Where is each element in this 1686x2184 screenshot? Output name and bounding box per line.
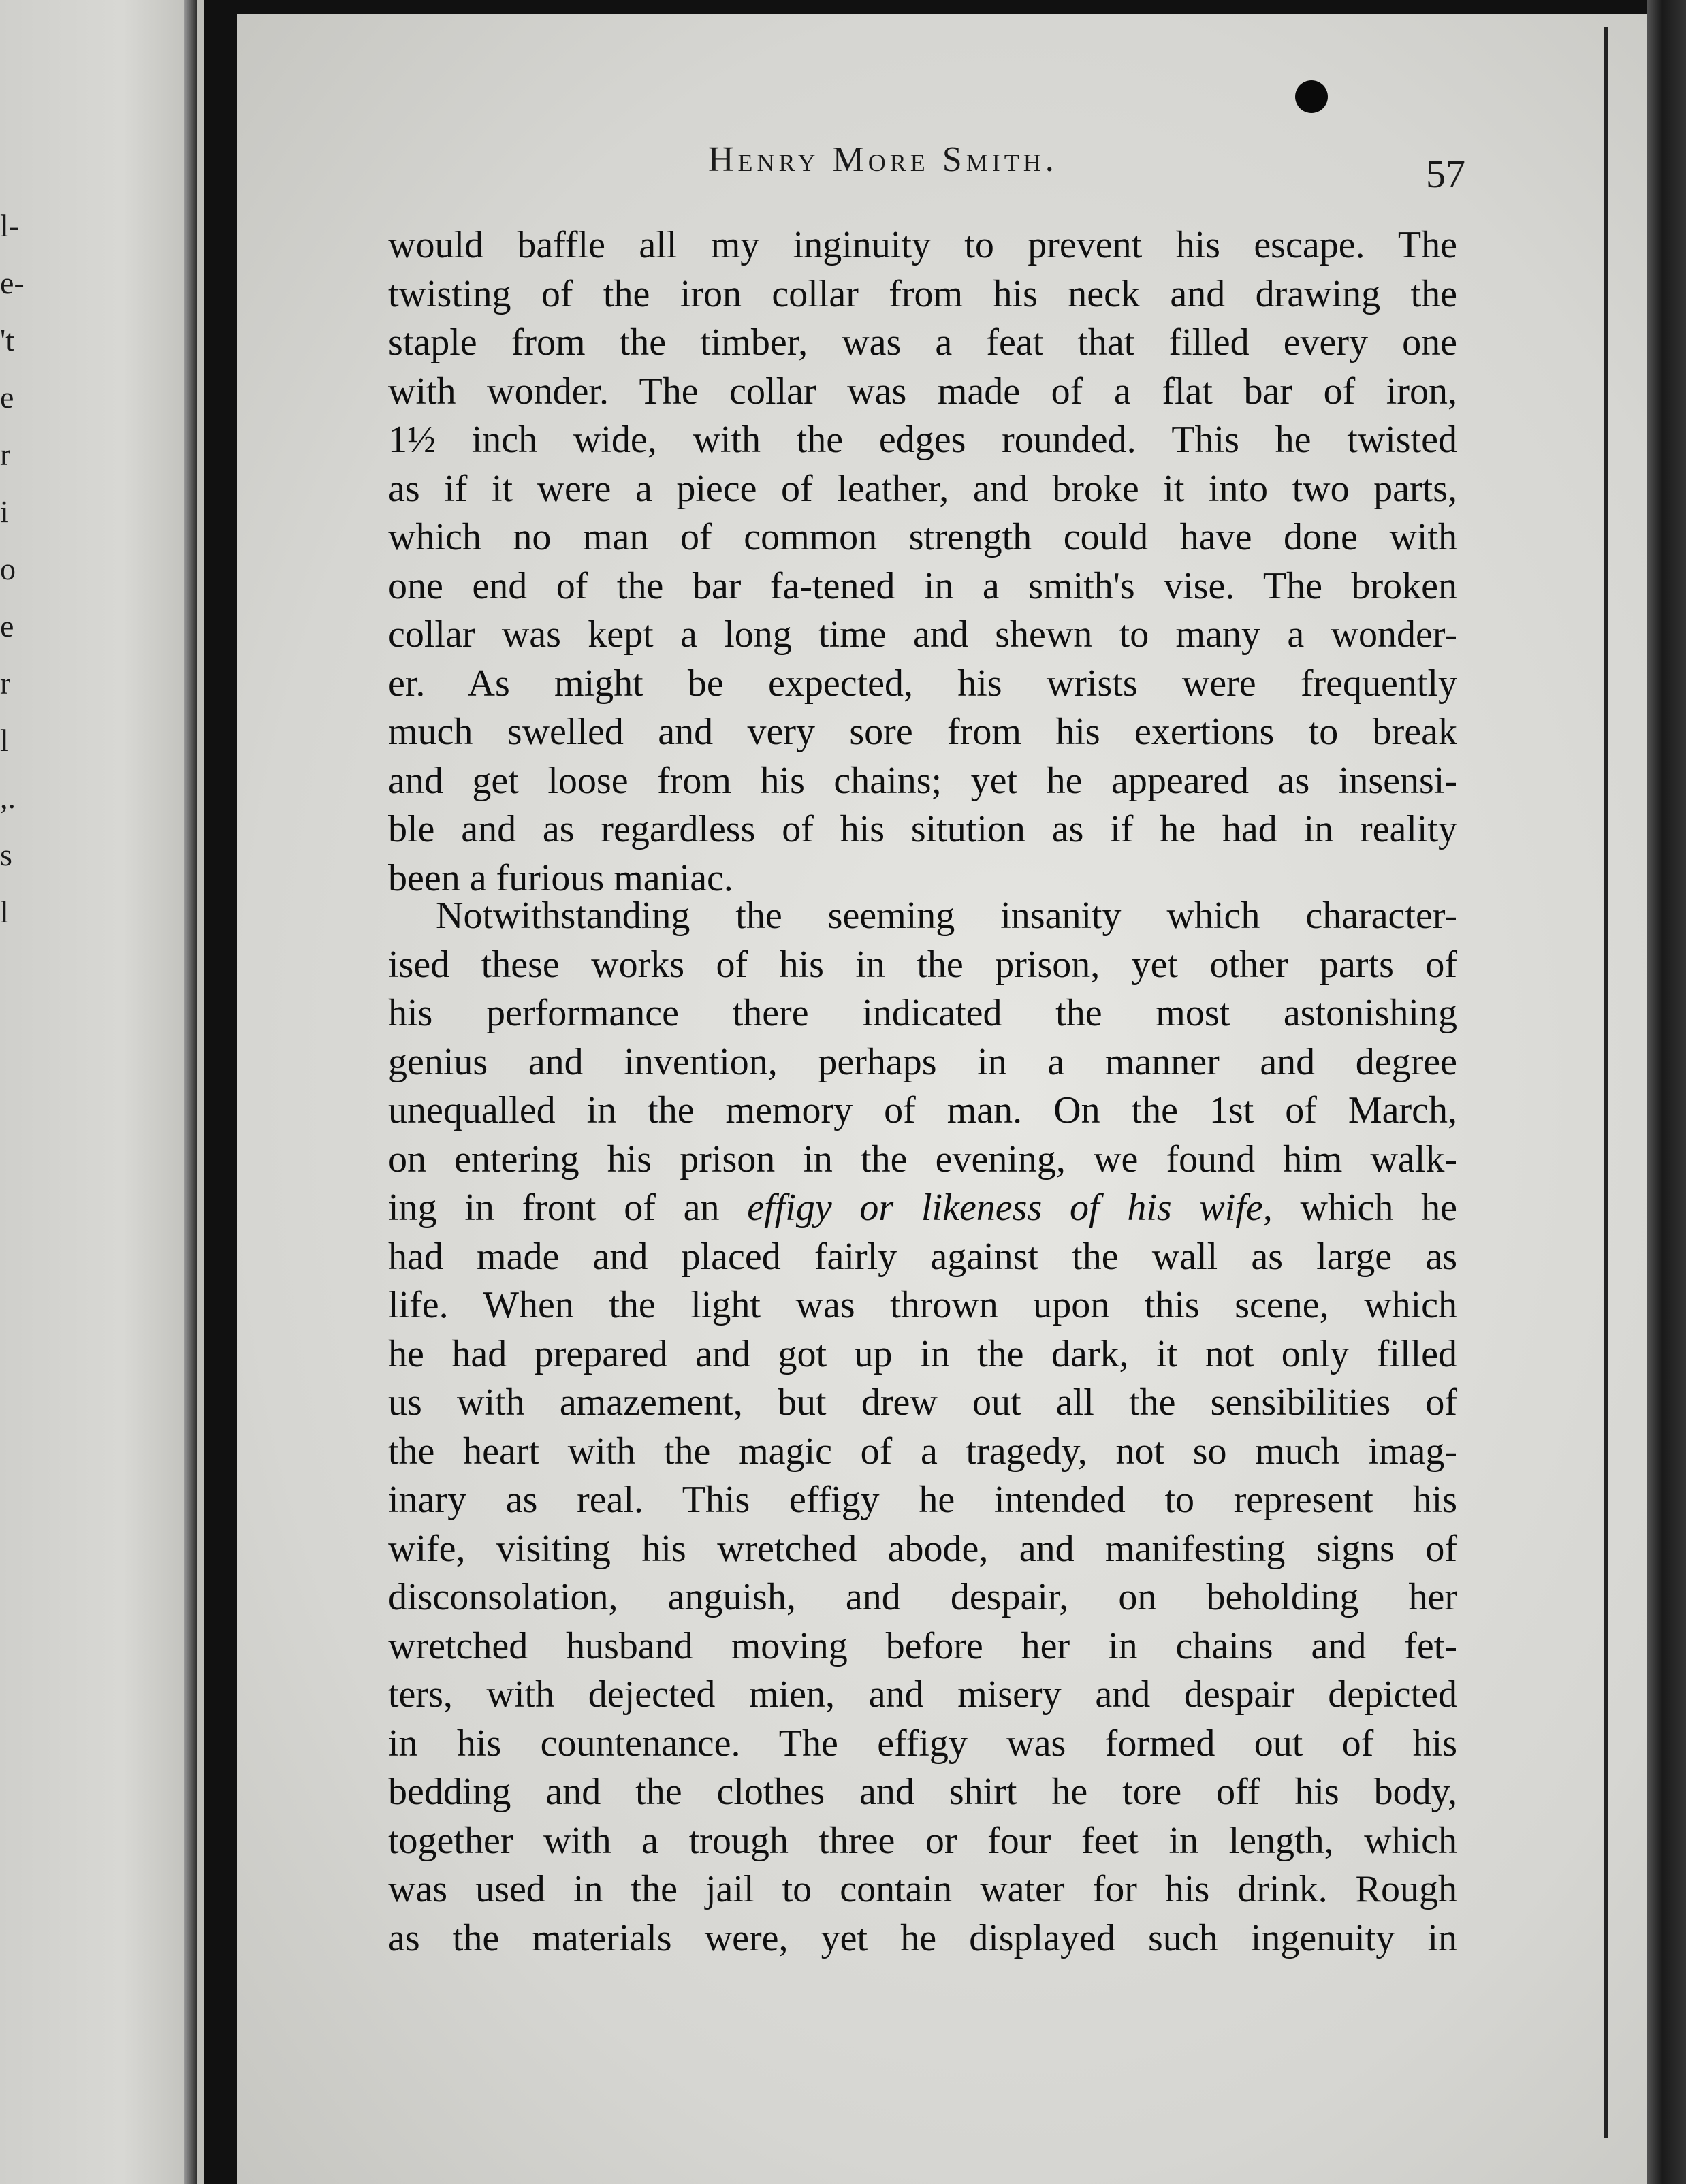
- text-line: on entering his prison in the evening, we found him walk-: [388, 1138, 1457, 1181]
- text-line: ble and as regardless of his sitution as if he had in reality: [388, 808, 1457, 850]
- text-line: as the materials were, yet he displayed such ingenuity in: [388, 1916, 1457, 1959]
- text-line: was used in the jail to contain water for his drink. Rough: [388, 1868, 1457, 1910]
- text-line: twisting of the iron collar from his neck and drawing the: [388, 272, 1457, 315]
- book-gutter: [204, 0, 237, 2184]
- text-line: ised these works of his in the prison, yet other parts of: [388, 943, 1457, 986]
- text-line: genius and invention, perhaps in a manner and degree: [388, 1040, 1457, 1083]
- text-line: life. When the light was thrown upon this scene, which: [388, 1284, 1457, 1326]
- binding-shadow: [184, 0, 197, 2184]
- text-line: his performance there indicated the most astonishing: [388, 992, 1457, 1034]
- text-line: Notwithstanding the seeming insanity which character-: [436, 895, 1457, 937]
- text-line: the heart with the magic of a tragedy, not so much imag-: [388, 1430, 1457, 1473]
- paragraph-2: [388, 892, 1457, 1963]
- text-line: which no man of common strength could have done with: [388, 516, 1457, 558]
- text-segment: ing in front of an: [388, 1187, 720, 1229]
- fragment: i: [0, 494, 9, 529]
- running-title: Henry More Smith.: [708, 140, 1058, 179]
- text-line: collar was kept a long time and shewn to many a wonder-: [388, 613, 1457, 656]
- left-page-remnant: [0, 0, 204, 2184]
- text-line: inary as real. This effigy he intended to represent his: [388, 1479, 1457, 1521]
- paragraph-1: [388, 221, 1457, 903]
- scan-top-border: [237, 0, 1647, 14]
- text-line: one end of the bar fa-tened in a smith's vise. The broken: [388, 564, 1457, 607]
- text-line: would baffle all my inginuity to prevent his escape. The: [388, 224, 1457, 266]
- fragment: e: [0, 609, 14, 643]
- text-line-with-italic: [388, 1184, 1457, 1233]
- text-line: ters, with dejected mien, and misery and despair depicted: [388, 1673, 1457, 1716]
- text-line: with wonder. The collar was made of a flat bar of iron,: [388, 370, 1457, 413]
- fragment: e-: [0, 266, 25, 300]
- left-page-text-fragments: [0, 197, 25, 941]
- scan-right-edge: [1647, 0, 1686, 2184]
- text-line: unequalled in the memory of man. On the 1st of March,: [388, 1089, 1457, 1131]
- fragment: r: [0, 437, 11, 472]
- text-line: and get loose from his chains; yet he appeared as insensi-: [388, 759, 1457, 802]
- fragment: ,.: [0, 780, 16, 815]
- text-line: he had prepared and got up in the dark, it not only filled: [388, 1332, 1457, 1375]
- ink-blot: [1295, 80, 1328, 113]
- fragment: o: [0, 551, 16, 586]
- page-edge-line: [1604, 27, 1608, 2138]
- fragment: l: [0, 723, 9, 758]
- text-line: us with amazement, but drew out all the sensibilities of: [388, 1381, 1457, 1424]
- text-line: as if it were a piece of leather, and broke it into two parts,: [388, 467, 1457, 510]
- text-line: been a furious maniac.: [388, 856, 733, 899]
- italic-phrase: effigy or likeness of his wife,: [747, 1187, 1273, 1229]
- text-line: staple from the timber, was a feat that filled every one: [388, 321, 1457, 364]
- text-line: wretched husband moving before her in chains and fet-: [388, 1624, 1457, 1667]
- fragment: 't: [0, 323, 15, 357]
- text-line: had made and placed fairly against the wall as large as: [388, 1235, 1457, 1278]
- text-line: in his countenance. The effigy was formed out of his: [388, 1722, 1457, 1765]
- fragment: l-: [0, 208, 20, 243]
- fragment: e: [0, 380, 14, 415]
- text-line: bedding and the clothes and shirt he tore off his body,: [388, 1771, 1457, 1813]
- page-number: 57: [1426, 152, 1465, 196]
- text-line: er. As might be expected, his wrists were frequently: [388, 662, 1457, 705]
- fragment: l: [0, 895, 9, 929]
- fragment: r: [0, 666, 11, 701]
- text-line: much swelled and very sore from his exertions to break: [388, 711, 1457, 753]
- fragment: s: [0, 837, 12, 872]
- text-line: disconsolation, anguish, and despair, on beholding her: [388, 1576, 1457, 1618]
- text-line: wife, visiting his wretched abode, and manifesting signs of: [388, 1527, 1457, 1570]
- text-segment: which he: [1300, 1187, 1458, 1229]
- text-line: together with a trough three or four feet in length, which: [388, 1819, 1457, 1862]
- text-line: 1½ inch wide, with the edges rounded. This he twisted: [388, 419, 1457, 461]
